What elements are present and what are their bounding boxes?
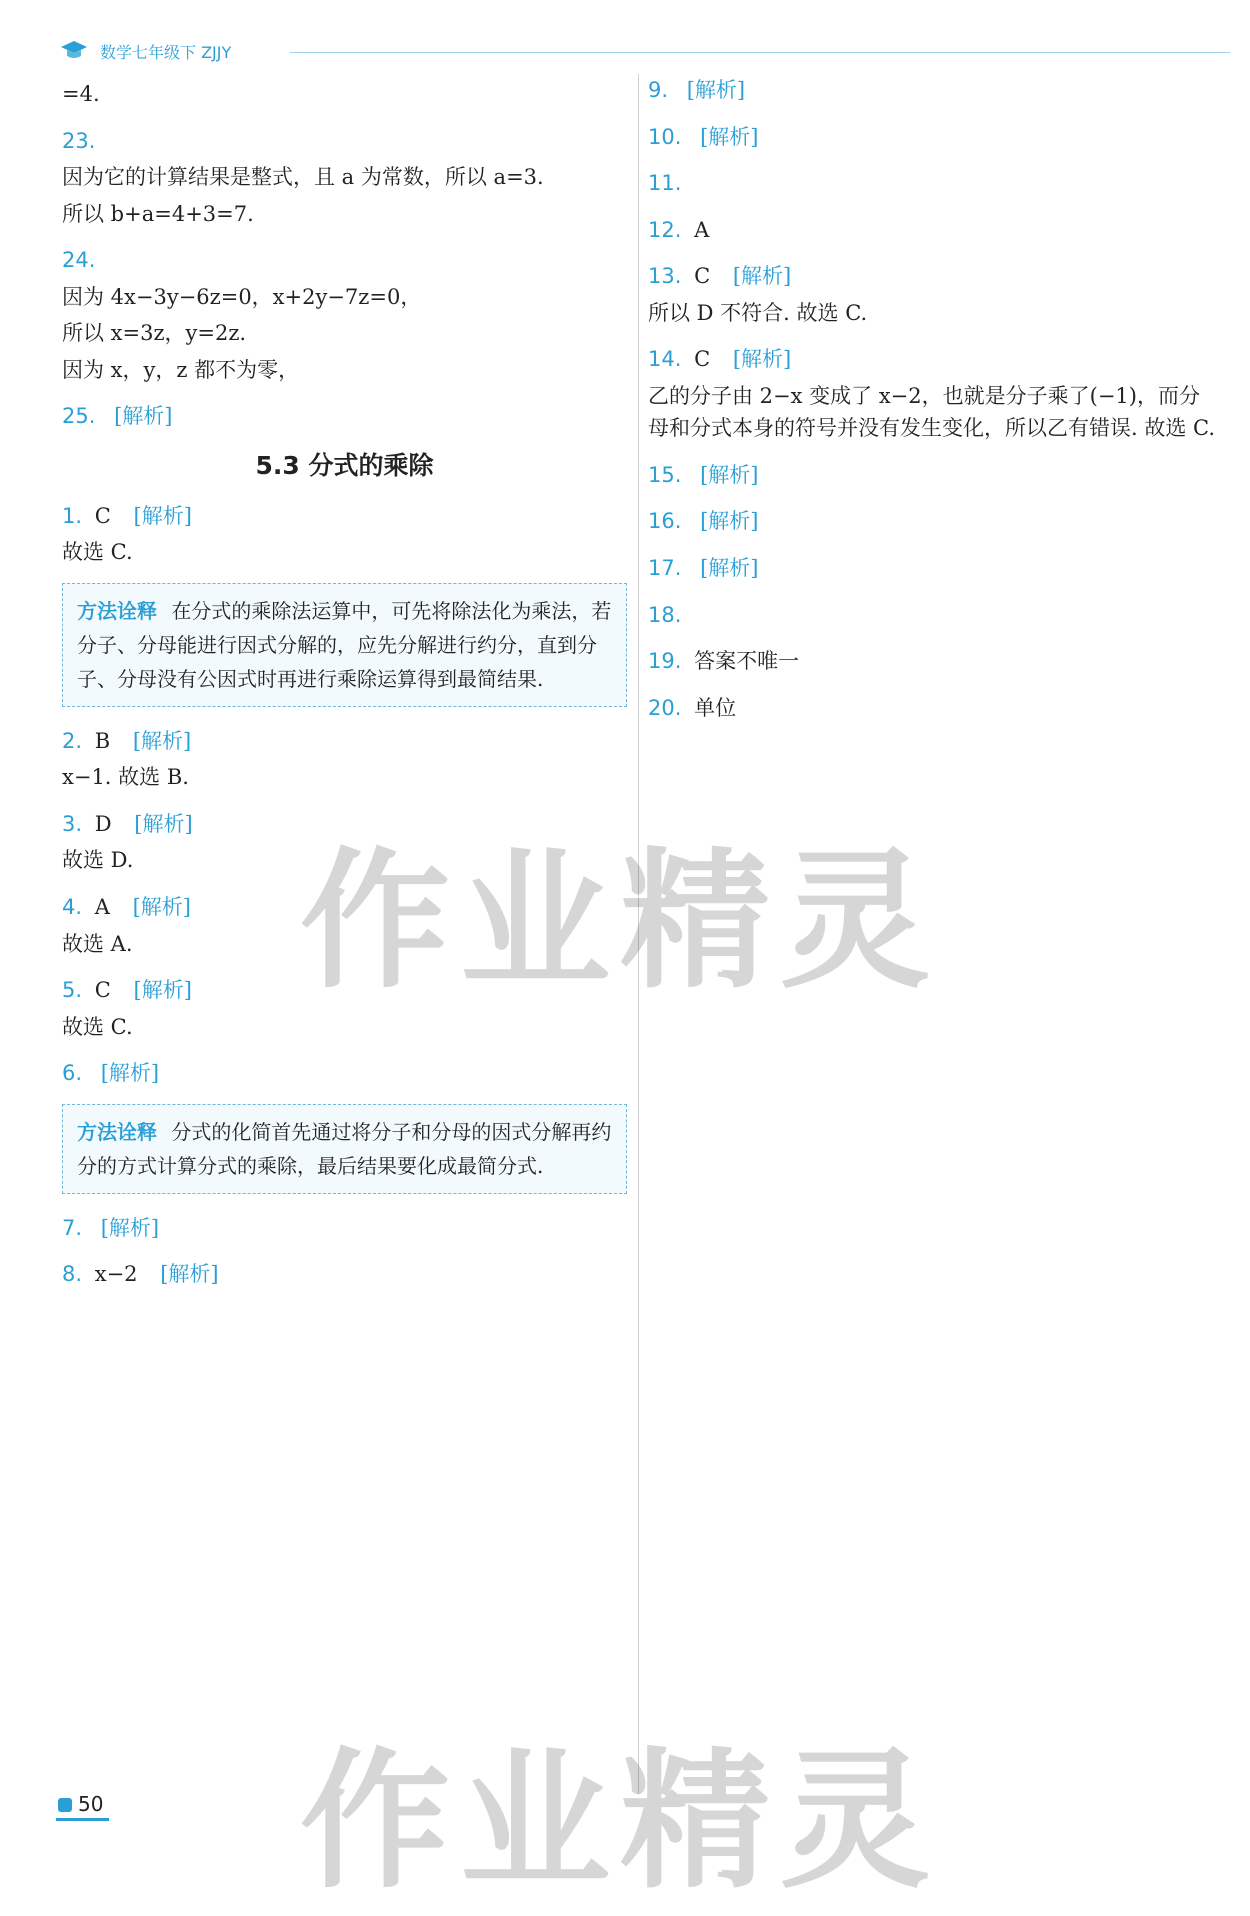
solution-line: 所以 x=3z，y=2z. — [62, 321, 247, 346]
question-number: 5. — [62, 978, 83, 1003]
question-number: 17. — [648, 556, 682, 581]
solution-line: 乙的分子由 2−x 变成了 x−2，也就是分子乘了(−1)，而分母和分式本身的符号并没有发生变化，所以乙有错误. 故选 C. — [648, 383, 1216, 441]
question-6 — [62, 1057, 627, 1090]
solution-line: 因为它的计算结果是整式，且 a 为常数，所以 a=3. — [62, 165, 544, 190]
question-number: 8. — [62, 1262, 83, 1287]
answer: B — [94, 728, 111, 753]
analysis-tag: [解析] — [100, 1215, 160, 1240]
question-9 — [648, 74, 1216, 107]
book-title: 数学七年级下 ZJJY — [100, 43, 232, 62]
question-number: 13. — [648, 264, 682, 289]
method-note — [62, 1104, 627, 1194]
question-number: 15. — [648, 462, 682, 487]
method-badge: 方法诠释 — [77, 598, 157, 623]
question-10 — [648, 121, 1216, 154]
answer: C — [94, 978, 111, 1003]
question-number: 1. — [62, 503, 83, 528]
solution-line: x−1. 故选 B. — [62, 765, 189, 790]
question-number: 25. — [62, 404, 96, 429]
right-column — [648, 74, 1216, 738]
question-number: 20. — [648, 695, 682, 720]
question-16 — [648, 505, 1216, 538]
question-number: 7. — [62, 1215, 83, 1240]
method-note — [62, 583, 627, 707]
question-18 — [648, 599, 1216, 632]
watermark: 作业精灵 — [300, 1735, 941, 1909]
analysis-tag: [解析] — [700, 124, 759, 149]
analysis-tag: [解析] — [732, 264, 792, 289]
question-number: 2. — [62, 728, 83, 753]
solution-line: 故选 D. — [62, 848, 134, 873]
analysis-tag: [解析] — [700, 509, 759, 534]
question-23 — [62, 125, 627, 231]
method-text: 分式的化简首先通过将分子和分母的因式分解再约分的方式计算分式的乘除，最后结果要化成最简分式. — [77, 1119, 612, 1178]
analysis-tag: [解析] — [100, 1061, 160, 1086]
continued-solution — [62, 78, 627, 111]
analysis-tag: [解析] — [134, 811, 193, 836]
solution-line: 所以 b+a=4+3=7. — [62, 201, 254, 226]
answer: x−2 — [94, 1262, 138, 1287]
analysis-tag: [解析] — [686, 78, 746, 102]
question-number: 23. — [62, 128, 96, 153]
page-header — [60, 38, 1230, 66]
answer: C — [694, 347, 711, 372]
question-number: 4. — [62, 894, 83, 919]
solution-line: 答案不唯一 — [694, 649, 800, 674]
solution-line: 单位 — [694, 695, 737, 720]
question-11 — [648, 167, 1216, 200]
question-19 — [648, 645, 1216, 678]
answer: A — [94, 894, 110, 919]
solution-line: =4. — [62, 82, 100, 106]
question-1 — [62, 500, 627, 569]
question-25 — [62, 400, 627, 433]
question-number: 11. — [648, 171, 682, 196]
method-badge: 方法诠释 — [77, 1119, 157, 1144]
question-number: 9. — [648, 78, 669, 102]
analysis-tag: [解析] — [132, 728, 192, 753]
section-title: 5.3 分式的乘除 — [255, 450, 434, 480]
analysis-tag: [解析] — [700, 462, 759, 487]
question-14 — [648, 343, 1216, 445]
question-number: 14. — [648, 347, 682, 372]
analysis-tag: [解析] — [132, 894, 191, 919]
question-8 — [62, 1258, 627, 1291]
header-rule — [290, 52, 1230, 53]
question-number: 16. — [648, 509, 682, 534]
solution-line: 所以 D 不符合. 故选 C. — [648, 300, 868, 325]
solution-line: 故选 A. — [62, 931, 133, 956]
analysis-tag: [解析] — [732, 347, 792, 372]
question-17 — [648, 552, 1216, 585]
analysis-tag: [解析] — [133, 503, 192, 528]
question-number: 24. — [62, 248, 96, 273]
method-text: 在分式的乘除法运算中，可先将除法化为乘法，若分子、分母能进行因式分解的，应先分解进行约分，直到分子、分母没有公因式时再进行乘除运算得到最简结果. — [77, 598, 612, 691]
question-7 — [62, 1212, 627, 1245]
answer: A — [694, 217, 710, 242]
graduation-cap-icon — [60, 38, 88, 62]
question-13 — [648, 260, 1216, 329]
answer: C — [694, 264, 711, 289]
question-number: 18. — [648, 602, 682, 627]
question-2 — [62, 725, 627, 794]
question-15 — [648, 459, 1216, 492]
solution-line: 因为 x，y，z 都不为零， — [62, 357, 300, 382]
question-number: 12. — [648, 217, 682, 242]
page-number: 50 — [56, 1792, 109, 1821]
watermark: 作业精灵 — [300, 835, 941, 1009]
question-number: 3. — [62, 811, 83, 836]
solution-line: 因为 4x−3y−6z=0，x+2y−7z=0， — [62, 284, 422, 309]
question-20 — [648, 692, 1216, 725]
solution-line: 故选 C. — [62, 540, 133, 565]
answer: D — [94, 811, 112, 836]
question-number: 19. — [648, 649, 682, 674]
left-column — [62, 74, 627, 1305]
analysis-tag: [解析] — [700, 556, 759, 581]
question-24 — [62, 244, 627, 386]
analysis-tag: [解析] — [133, 978, 192, 1003]
answer: C — [94, 503, 111, 528]
question-number: 10. — [648, 124, 682, 149]
question-12 — [648, 214, 1216, 247]
analysis-tag: [解析] — [160, 1262, 219, 1287]
question-number: 6. — [62, 1061, 83, 1086]
solution-line: 故选 C. — [62, 1014, 133, 1039]
analysis-tag: [解析] — [114, 404, 173, 429]
